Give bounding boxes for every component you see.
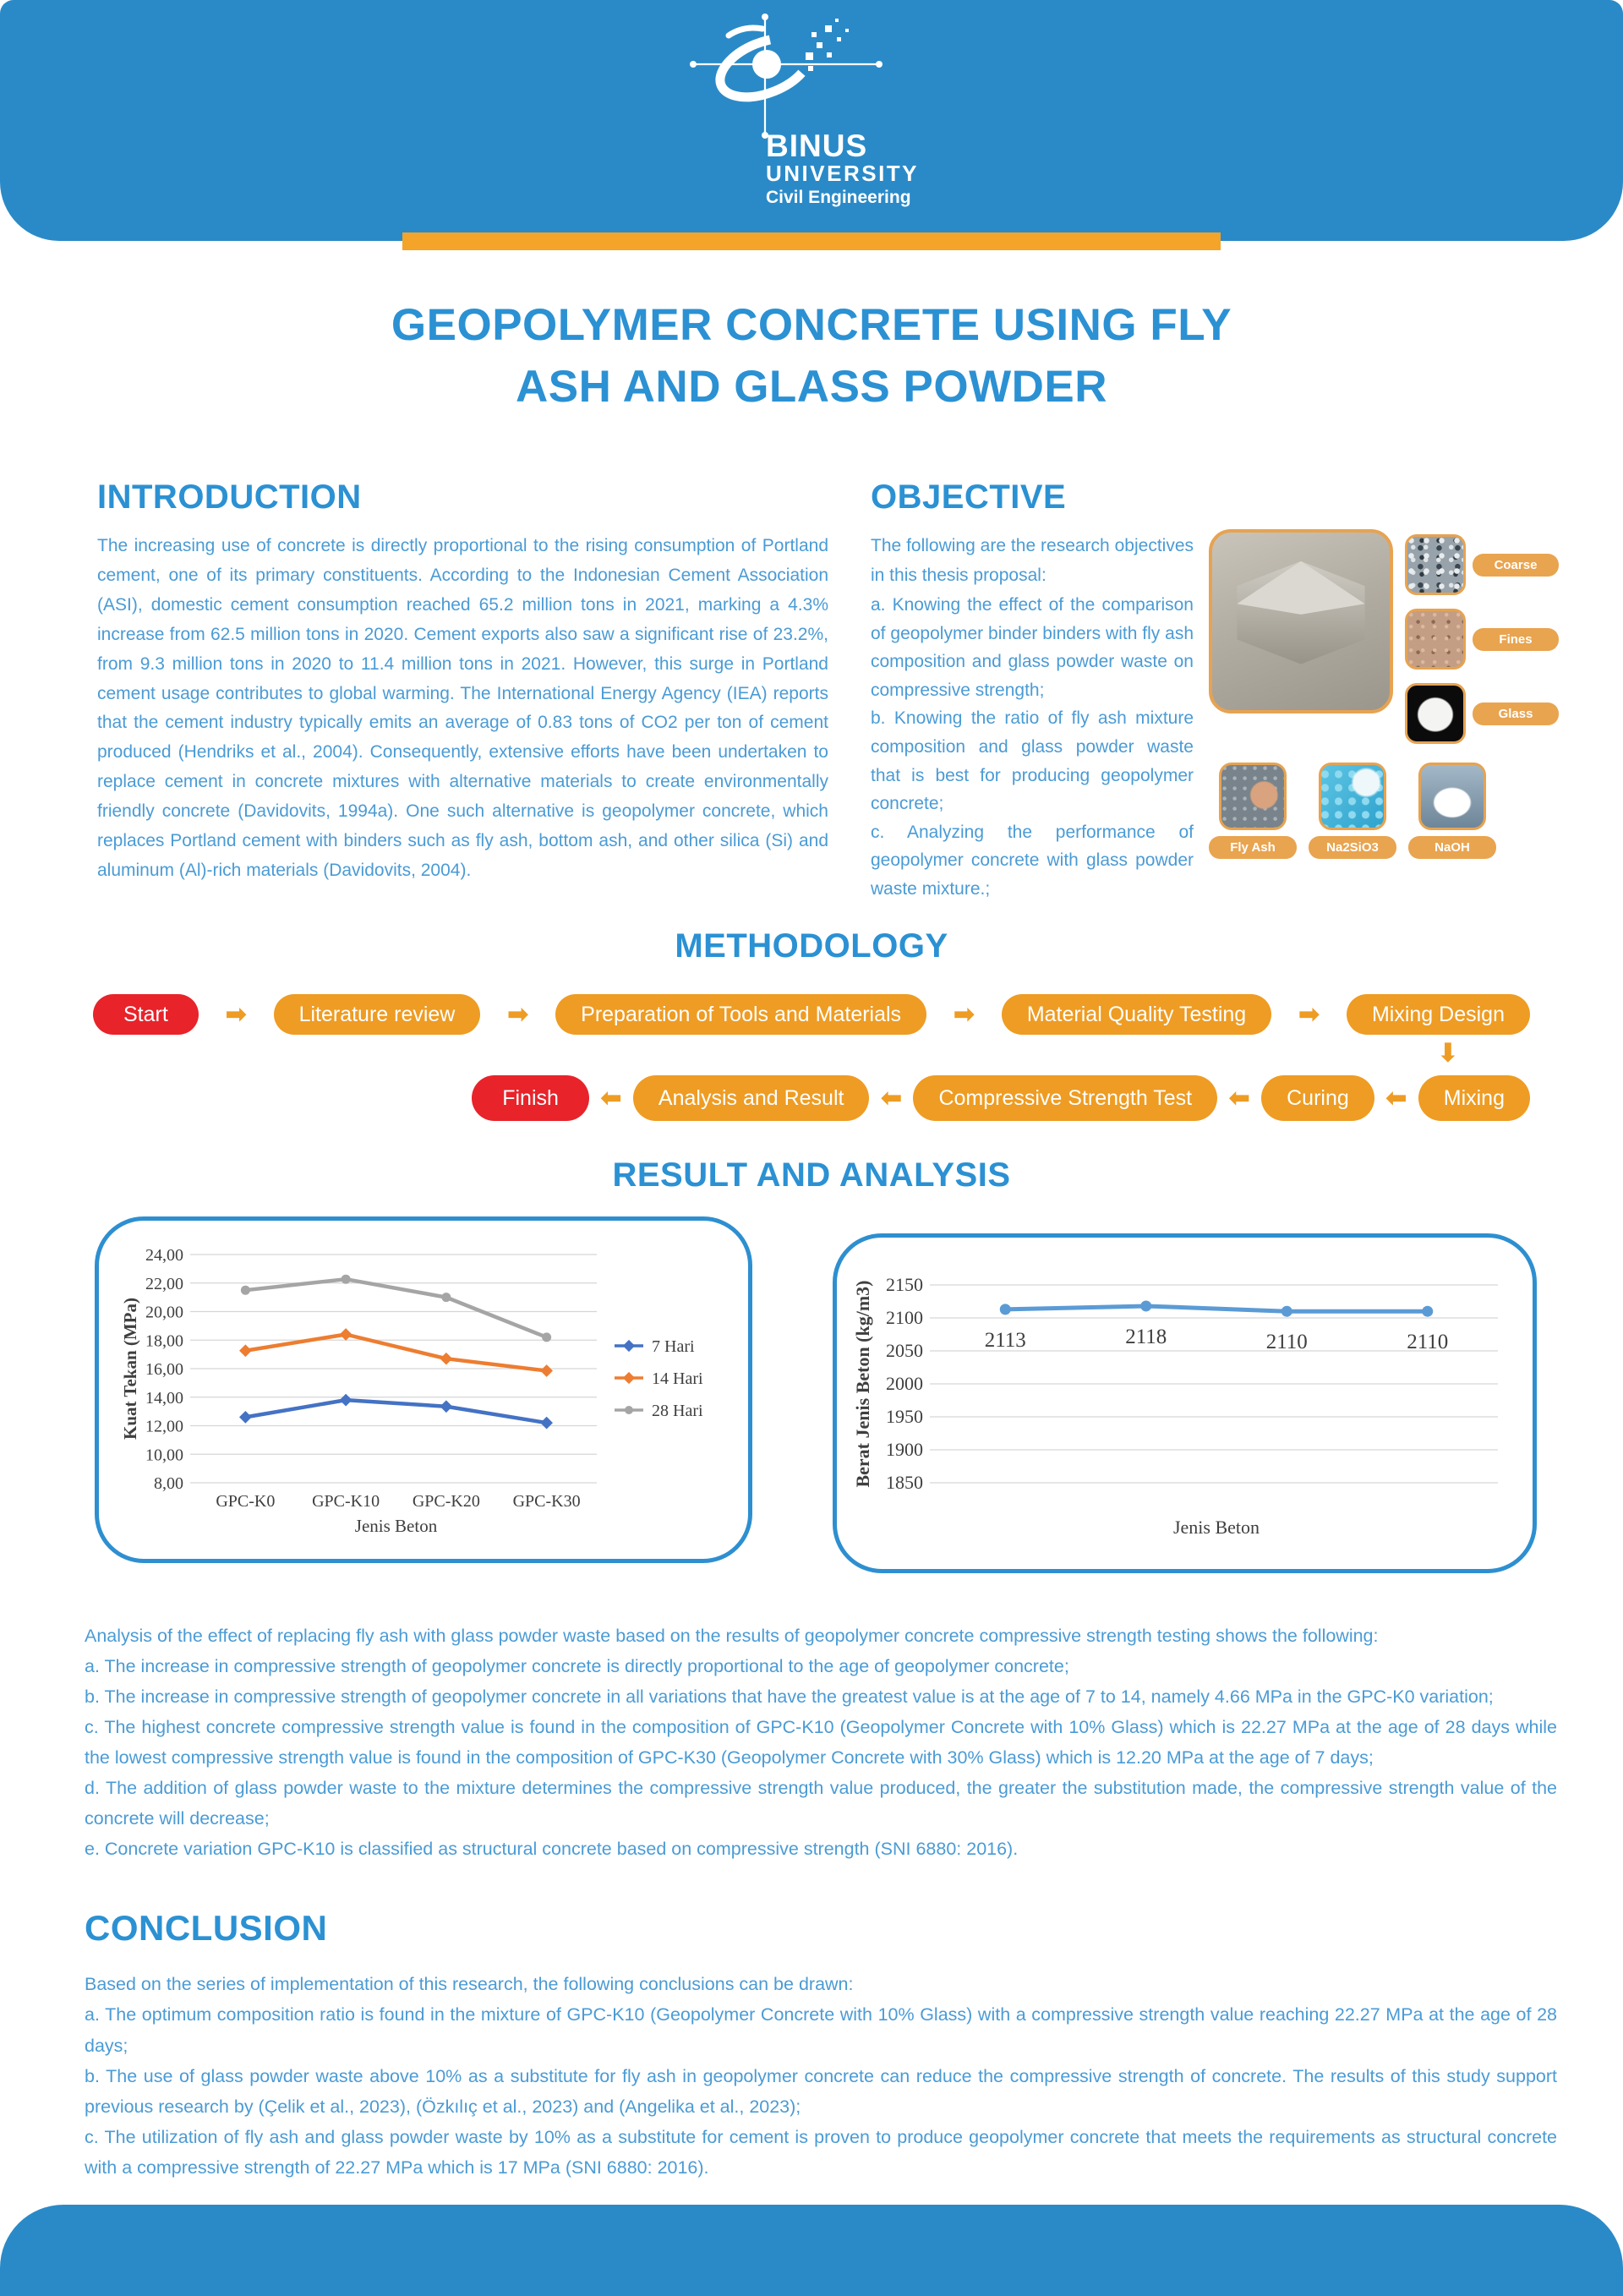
logo-brand: BINUS: [766, 128, 868, 163]
analysis-item-e: e. Concrete variation GPC-K10 is classified as structural concrete based on compressive strength (SNI 6880: 2016).: [85, 1839, 1019, 1860]
logo-university: UNIVERSITY: [766, 161, 920, 187]
materials-gallery: [1209, 478, 1572, 903]
svg-text:1950: 1950: [885, 1405, 923, 1427]
flow-step-start: Start: [93, 994, 199, 1035]
coarse-label: Coarse: [1473, 554, 1559, 577]
svg-text:Kuat Tekan (MPa): Kuat Tekan (MPa): [120, 1297, 140, 1440]
binus-logo-mark-icon: [685, 8, 938, 144]
svg-text:GPC-K20: GPC-K20: [412, 1491, 480, 1511]
flow-step-mixing-design: Mixing Design: [1347, 994, 1530, 1035]
material-row-coarse: [1405, 534, 1559, 595]
svg-text:14,00: 14,00: [145, 1388, 183, 1408]
svg-text:2150: 2150: [885, 1273, 923, 1295]
svg-text:12,00: 12,00: [145, 1417, 183, 1435]
objective-heading: OBJECTIVE: [871, 478, 1067, 517]
glass-powder-image: [1405, 683, 1466, 744]
fines-label: Fines: [1473, 628, 1559, 651]
objective-section: [871, 478, 1194, 903]
analysis-item-b: b. The increase in compressive strength of geopolymer concrete in all variations that have the greatest value is at the age of 7 to 14, namely 4.66 MPa in the GPC-K0 variation;: [85, 1686, 1494, 1707]
fly-ash-image: [1219, 763, 1287, 830]
compressive-strength-chart-panel: [95, 1216, 752, 1563]
conclusion-item-a: a. The optimum composition ratio is found in the mixture of GPC-K10 (Geopolymer Concrete with 10% Glass) with a compressive strength value reaching 22.27 MPa at the age of 28 days;: [85, 2004, 1557, 2056]
flow-step-compressive-strength-test: Compressive Strength Test: [913, 1075, 1217, 1121]
svg-text:1850: 1850: [885, 1471, 923, 1493]
results-section: [0, 1156, 1623, 1573]
conclusion-heading: CONCLUSION: [85, 1908, 328, 1949]
flow-step-literature-review: Literature review: [274, 994, 481, 1035]
arrow-left-icon: ⬅: [1228, 1082, 1251, 1113]
results-heading: RESULT AND ANALYSIS: [612, 1156, 1011, 1194]
svg-text:16,00: 16,00: [145, 1359, 183, 1379]
na2sio3-image: [1319, 763, 1386, 830]
material-cell-naoh: [1408, 763, 1496, 859]
material-row-glass: [1405, 683, 1559, 744]
methodology-flowchart: [93, 994, 1530, 1121]
compressive-strength-chart: [111, 1234, 736, 1549]
arrow-left-icon: ⬅: [599, 1082, 622, 1113]
flow-row-1: [93, 994, 1530, 1035]
svg-text:2110: 2110: [1265, 1330, 1308, 1353]
conclusion-section: [0, 1908, 1623, 2183]
svg-text:GPC-K10: GPC-K10: [312, 1491, 380, 1511]
na2sio3-label: Na2SiO3: [1309, 836, 1396, 859]
flow-step-mixing: Mixing: [1418, 1075, 1530, 1121]
arrow-right-icon: ➡: [506, 998, 529, 1030]
coarse-aggregate-image: [1405, 534, 1466, 595]
objective-intro: The following are the research objectives in this thesis proposal:: [871, 536, 1194, 586]
logo-department: Civil Engineering: [766, 187, 911, 207]
arrow-left-icon: ⬅: [880, 1082, 903, 1113]
svg-text:8,00: 8,00: [154, 1473, 183, 1493]
objective-item-c: c. Analyzing the performance of geopolymer concrete with glass powder waste mixture.;: [871, 822, 1194, 899]
naoh-image: [1418, 763, 1486, 830]
flow-step-preparation: Preparation of Tools and Materials: [555, 994, 926, 1035]
svg-text:2050: 2050: [885, 1339, 923, 1361]
svg-text:28 Hari: 28 Hari: [652, 1401, 703, 1420]
svg-text:GPC-K30: GPC-K30: [512, 1491, 581, 1511]
conclusion-lead: Based on the series of implementation of this research, the following conclusions can be drawn:: [85, 1974, 854, 1995]
fly-ash-label: Fly Ash: [1209, 836, 1297, 859]
svg-text:2113: 2113: [984, 1328, 1026, 1352]
svg-text:2118: 2118: [1124, 1325, 1167, 1348]
flow-step-analysis-and-result: Analysis and Result: [633, 1075, 870, 1121]
analysis-item-c: c. The highest concrete compressive strength value is found in the composition of GPC-K10 (Geopolymer Concrete with 10% Glass) which is 22.27 MPa at the age of 28 days while the lowest compressive strength value is found in the composition of GPC-K30 (Geopolymer Concrete with 30% Glass) which is 12.20 MPa at the age of 7 days;: [85, 1716, 1557, 1768]
flow-row-2: [93, 1075, 1530, 1121]
svg-text:20,00: 20,00: [145, 1303, 183, 1321]
density-chart: [847, 1251, 1523, 1554]
poster-title-line1: GEOPOLYMER CONCRETE USING FLY: [391, 300, 1232, 350]
svg-text:Jenis Beton: Jenis Beton: [1172, 1516, 1260, 1538]
material-cell-na2sio3: [1309, 763, 1396, 859]
methodology-section: [0, 927, 1623, 1121]
svg-text:2000: 2000: [885, 1372, 923, 1394]
conclusion-item-c: c. The utilization of fly ash and glass powder waste by 10% as a substitute for cement is proven to produce geopolymer concrete that meets the requirements as structural concrete with a compressive strength of 22.27 MPa which is 17 MPa (SNI 6880: 2016).: [85, 2126, 1557, 2178]
flow-step-material-quality-testing: Material Quality Testing: [1002, 994, 1271, 1035]
charts-row: [0, 1216, 1623, 1573]
arrow-right-icon: ➡: [225, 998, 248, 1030]
naoh-label: NaOH: [1408, 836, 1496, 859]
footer-banner: [0, 2205, 1623, 2296]
svg-text:2110: 2110: [1406, 1330, 1448, 1353]
flow-connector: [93, 1035, 1530, 1075]
density-chart-panel: [833, 1233, 1537, 1573]
analysis-text-section: [0, 1621, 1623, 1865]
svg-text:7 Hari: 7 Hari: [652, 1337, 695, 1356]
svg-text:GPC-K0: GPC-K0: [216, 1491, 276, 1511]
svg-text:2100: 2100: [885, 1306, 923, 1328]
svg-text:24,00: 24,00: [145, 1245, 183, 1265]
glass-label: Glass: [1473, 702, 1559, 725]
svg-text:14 Hari: 14 Hari: [652, 1369, 703, 1388]
analysis-item-a: a. The increase in compressive strength of geopolymer concrete is directly proportional to the age of geopolymer concrete;: [85, 1655, 1069, 1676]
poster-title: [0, 294, 1623, 418]
svg-text:10,00: 10,00: [145, 1445, 183, 1464]
objective-item-a: a. Knowing the effect of the comparison of geopolymer binder binders with fly ash composition and glass powder waste on compressive strength;: [871, 594, 1194, 700]
top-row: [0, 478, 1623, 903]
poster-title-line2: ASH AND GLASS POWDER: [515, 362, 1107, 413]
flow-step-finish: Finish: [472, 1075, 589, 1121]
analysis-item-d: d. The addition of glass powder waste to the mixture determines the compressive strength value produced, the greater the substitution made, the compressive strength value of the concrete will decrease;: [85, 1778, 1557, 1829]
concrete-cube-image: [1209, 529, 1393, 713]
arrow-right-icon: ➡: [1298, 998, 1320, 1030]
binus-logo-text: [766, 130, 919, 206]
introduction-heading: INTRODUCTION: [97, 478, 362, 517]
header-banner: [0, 0, 1623, 241]
introduction-body: The increasing use of concrete is directly proportional to the rising consumption of Portland cement, one of its primary constituents. According to the Indonesian Cement Association (ASI), domestic cement consumption reached 65.2 million tons in 2021, marking a 4.3% increase from 62.5 million tons in 2020. Cement exports also saw a significant rise of 23.2%, from 9.3 million tons in 2020 to 11.4 million tons in 2021. However, this surge in Portland cement usage contributes to global warming. The International Energy Agency (IEA) reports that the cement industry typically emits an average of 0.83 tons of CO2 per ton of cement produced (Hendriks et al., 2004). Consequently, extensive efforts have been undertaken to replace cement in concrete mixtures with alternative materials to create environmentally friendly concrete (Davidovits, 1994a). One such alternative is geopolymer concrete, which replaces Portland cement with binders such as fly ash, bottom ash, and other silica (Si) and aluminum (Al)-rich materials (Davidovits, 2004).: [97, 536, 828, 880]
methodology-heading: METHODOLOGY: [675, 927, 948, 965]
svg-text:Jenis Beton: Jenis Beton: [354, 1515, 438, 1536]
flow-step-curing: Curing: [1261, 1075, 1374, 1121]
arrow-right-icon: ➡: [953, 998, 975, 1030]
svg-text:Berat Jenis Beton (kg/m3): Berat Jenis Beton (kg/m3): [851, 1279, 873, 1488]
fine-aggregate-image: [1405, 609, 1466, 670]
svg-text:22,00: 22,00: [145, 1274, 183, 1293]
material-row-fines: [1405, 609, 1559, 670]
binus-logo: [685, 8, 938, 206]
conclusion-item-b: b. The use of glass powder waste above 10% as a substitute for fly ash in geopolymer concrete can reduce the compressive strength of concrete. The results of this study support previous research by (Çelik et al., 2023), (Özkılıç et al., 2023) and (Angelika et al., 2023);: [85, 2065, 1557, 2117]
svg-text:18,00: 18,00: [145, 1331, 183, 1350]
accent-bar: [402, 232, 1221, 250]
introduction-section: [97, 478, 828, 903]
material-cell-flyash: [1209, 763, 1297, 859]
arrow-left-icon: ⬅: [1385, 1082, 1407, 1113]
svg-text:1900: 1900: [885, 1438, 923, 1460]
objective-item-b: b. Knowing the ratio of fly ash mixture composition and glass powder waste that is best for producing geopolymer concrete;: [871, 708, 1194, 814]
analysis-lead: Analysis of the effect of replacing fly ash with glass powder waste based on the results of geopolymer concrete compressive strength testing shows the following:: [85, 1625, 1379, 1646]
arrow-down-icon: ⬇: [1437, 1037, 1459, 1069]
